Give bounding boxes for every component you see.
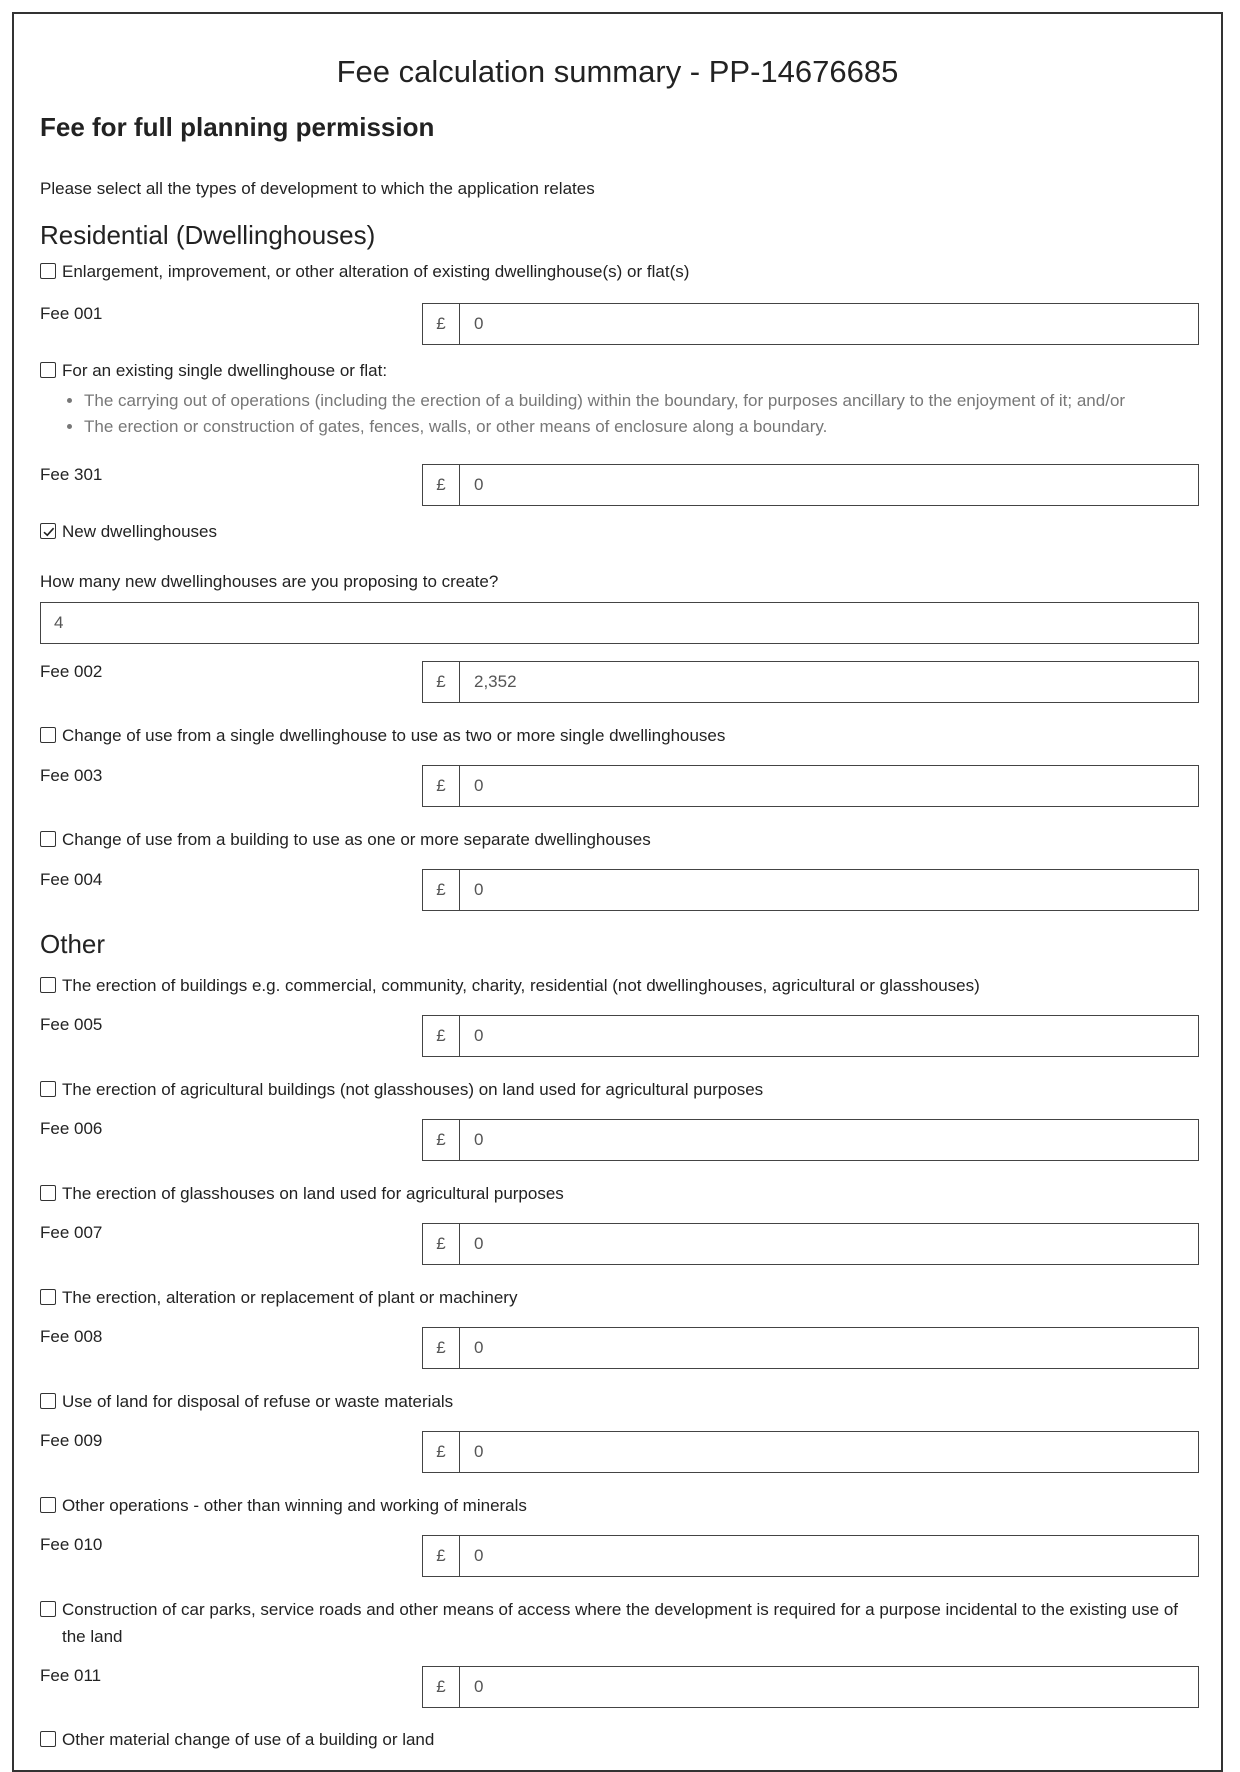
checkbox[interactable]: [40, 831, 56, 847]
fee-003-field[interactable]: [422, 765, 1199, 807]
checkbox-row-existing-single[interactable]: [40, 357, 1200, 384]
fee-008-field[interactable]: [422, 1327, 1199, 1369]
fee-value: 0: [474, 1442, 484, 1461]
checkbox[interactable]: [40, 362, 56, 378]
pound-icon: £: [423, 1224, 460, 1264]
intro-text: Please select all the types of development to which the application relates: [40, 179, 595, 198]
pound-icon: £: [423, 304, 460, 344]
fee-005-field[interactable]: [422, 1015, 1199, 1057]
pound-icon: £: [423, 1016, 460, 1056]
page-title: Fee calculation summary - PP-14676685: [336, 54, 899, 89]
checkbox[interactable]: [40, 1185, 56, 1201]
fee-value: 0: [474, 1234, 484, 1253]
fee-value: 0: [474, 1026, 484, 1045]
fee-006-field[interactable]: [422, 1119, 1199, 1161]
checkbox-row-other-operations[interactable]: [40, 1492, 1200, 1519]
fee-009-field[interactable]: [422, 1431, 1199, 1473]
checkbox-row-new-dwellinghouses[interactable]: [40, 518, 1200, 545]
pound-icon: £: [423, 870, 460, 910]
bullet-item: • The erection or construction of gates, fences, walls, or other means of enclosure along a boundary.: [84, 414, 1223, 440]
fee-002-field[interactable]: [422, 661, 1199, 703]
bullet-list: [40, 388, 1223, 440]
checkbox[interactable]: [40, 727, 56, 743]
checkbox-row-plant-machinery[interactable]: [40, 1284, 1200, 1311]
fee-301-field[interactable]: [422, 464, 1199, 506]
fee-label: Fee 301: [40, 465, 103, 484]
checkbox[interactable]: [40, 1601, 56, 1617]
checkbox-row-change-building-to-dwellings[interactable]: [40, 826, 1200, 853]
fee-label: Fee 010: [40, 1535, 103, 1554]
checkbox-label: For an existing single dwellinghouse or flat:: [62, 361, 388, 380]
fee-011-field[interactable]: [422, 1666, 1199, 1708]
fee-value: 0: [474, 1338, 484, 1357]
checkbox[interactable]: [40, 263, 56, 279]
checkbox-label: The erection of buildings e.g. commercial, community, charity, residential (not dwellinghouses, agricultural or glasshouses): [62, 976, 980, 995]
fee-007-field[interactable]: [422, 1223, 1199, 1265]
fee-value: 0: [474, 880, 484, 899]
pound-icon: £: [423, 662, 460, 702]
checkbox-label: Construction of car parks, service roads and other means of access where the development is required for a purpose incidental to the existing use of the land: [62, 1600, 1178, 1646]
checkbox[interactable]: [40, 1081, 56, 1097]
fee-label: Fee 007: [40, 1223, 103, 1242]
pound-icon: £: [423, 1536, 460, 1576]
checkbox-row-other-material-change[interactable]: [40, 1726, 1200, 1753]
checkbox-label: New dwellinghouses: [62, 522, 217, 541]
checkmark-icon: [41, 524, 57, 540]
fee-label: Fee 011: [40, 1666, 102, 1685]
fee-label: Fee 001: [40, 304, 103, 323]
pound-icon: £: [423, 1328, 460, 1368]
checkbox[interactable]: [40, 1497, 56, 1513]
fee-value: 0: [474, 1546, 484, 1565]
fee-label: Fee 004: [40, 870, 103, 889]
fee-label: Fee 005: [40, 1015, 103, 1034]
checkbox-label: Use of land for disposal of refuse or waste materials: [62, 1392, 454, 1411]
checkbox-label: Other operations - other than winning and working of minerals: [62, 1496, 527, 1515]
checkbox[interactable]: [40, 977, 56, 993]
checkbox[interactable]: [40, 1731, 56, 1747]
checkbox-label: The erection, alteration or replacement of plant or machinery: [62, 1288, 518, 1307]
checkbox-row-enlargement[interactable]: [40, 258, 1200, 285]
dwellinghouses-question: How many new dwellinghouses are you proposing to create?: [40, 572, 499, 591]
checkbox[interactable]: [40, 1289, 56, 1305]
checkbox-row-glasshouses[interactable]: [40, 1180, 1200, 1207]
fee-label: Fee 002: [40, 662, 103, 681]
fee-value: 0: [474, 1677, 484, 1696]
pound-icon: £: [423, 1667, 460, 1707]
checkbox-label: Enlargement, improvement, or other alteration of existing dwellinghouse(s) or flat(s): [62, 262, 690, 281]
input-value: 4: [54, 613, 64, 632]
fee-value: 2,352: [474, 672, 517, 691]
fee-value: 0: [474, 776, 484, 795]
fee-summary-page: [12, 12, 1223, 1772]
fee-label: Fee 008: [40, 1327, 103, 1346]
fee-value: 0: [474, 1130, 484, 1149]
fee-label: Fee 009: [40, 1431, 103, 1450]
other-heading: Other: [40, 929, 106, 959]
fee-value: 0: [474, 314, 484, 333]
residential-heading: Residential (Dwellinghouses): [40, 220, 376, 250]
pound-icon: £: [423, 766, 460, 806]
fee-001-field[interactable]: [422, 303, 1199, 345]
checkbox-row-change-single-to-multiple[interactable]: [40, 722, 1200, 749]
checkbox[interactable]: [40, 1393, 56, 1409]
pound-icon: £: [423, 465, 460, 505]
checkbox-row-agricultural-buildings[interactable]: [40, 1076, 1200, 1103]
bullet-item: • The carrying out of operations (including the erection of a building) within the boundary, for purposes ancillary to the enjoyment of it; and/or: [84, 388, 1223, 414]
fee-label: Fee 003: [40, 766, 103, 785]
fee-value: 0: [474, 475, 484, 494]
fee-010-field[interactable]: [422, 1535, 1199, 1577]
checkbox-label: Change of use from a building to use as one or more separate dwellinghouses: [62, 830, 651, 849]
checkbox-label: The erection of glasshouses on land used for agricultural purposes: [62, 1184, 564, 1203]
fee-label: Fee 006: [40, 1119, 103, 1138]
checkbox-row-car-parks[interactable]: [40, 1596, 1200, 1650]
checkbox-label: Change of use from a single dwellinghouse to use as two or more single dwellinghouses: [62, 726, 726, 745]
checkbox-row-refuse-disposal[interactable]: [40, 1388, 1200, 1415]
checkbox-label: Other material change of use of a building or land: [62, 1730, 435, 1749]
checkbox-checked[interactable]: [40, 523, 56, 539]
pound-icon: £: [423, 1432, 460, 1472]
section-heading: Fee for full planning permission: [40, 112, 435, 142]
fee-004-field[interactable]: [422, 869, 1199, 911]
dwellinghouses-count-input[interactable]: [40, 602, 1199, 644]
pound-icon: £: [423, 1120, 460, 1160]
checkbox-row-erection-buildings[interactable]: [40, 972, 1200, 999]
checkbox-label: The erection of agricultural buildings (not glasshouses) on land used for agricultural purposes: [62, 1080, 764, 1099]
